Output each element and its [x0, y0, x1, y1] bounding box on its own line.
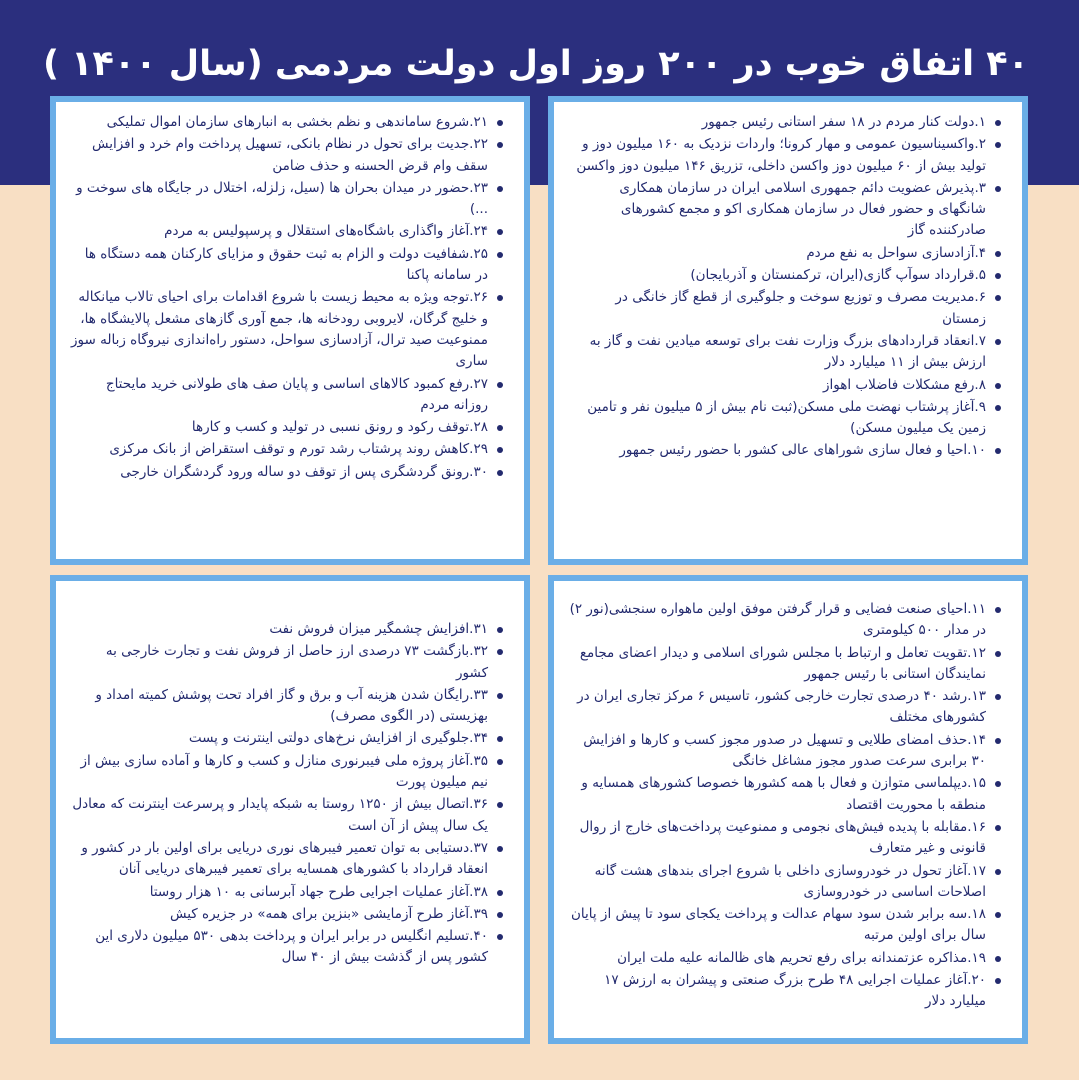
- page-title: ۴۰ اتفاق خوب در ۲۰۰ روز اول دولت مردمی (سال ۱۴۰۰ ): [42, 44, 1029, 84]
- list-item: ۲۶.توجه ویژه به محیط زیست با شروع اقدامات برای احیای تالاب میانکاله و خلیج گرگان، لایروبی رودخانه ها، جمع آوری گازهای مشعل پالایشگاه ها، ممنوعیت صید ترال، آزادسازی سواحل، دستور راه‌اندازی نیروگاه زباله سوز ساری: [70, 287, 504, 372]
- list-item: ۱۱.احیای صنعت فضایی و قرار گرفتن موفق اولین ماهواره سنجشی(نور ۲) در مدار ۵۰۰ کیلومتری: [568, 599, 1002, 642]
- list-item: ۴۰.تسلیم انگلیس در برابر ایران و پرداخت بدهی ۵۳۰ میلیون دلاری این کشور پس از گذشت بیش از ۴۰ سال: [70, 926, 504, 969]
- item-list: [568, 112, 1002, 462]
- list-item: ۲۱.شروع ساماندهی و نظم بخشی به انبارهای سازمان اموال تملیکی: [70, 112, 504, 133]
- list-item: ۱۰.احیا و فعال سازی شوراهای عالی کشور با حضور رئیس جمهور: [568, 440, 1002, 461]
- list-item: ۳۴.جلوگیری از افزایش نرخ‌های دولتی اینترنت و پست: [70, 728, 504, 749]
- list-item: ۳۵.آغاز پروژه ملی فیبرنوری منازل و کسب و کارها و آماده سازی بیش از نیم میلیون پورت: [70, 751, 504, 794]
- panel-items-21-30: [50, 96, 530, 565]
- list-item: ۹.آغاز پرشتاب نهضت ملی مسکن(ثبت نام بیش از ۵ میلیون نفر و تامین زمین یک میلیون مسکن): [568, 397, 1002, 440]
- list-item: ۳۲.بازگشت ۷۳ درصدی ارز حاصل از فروش نفت و تجارت خارجی به کشور: [70, 641, 504, 684]
- list-item: ۲۲.جدیت برای تحول در نظام بانکی، تسهیل پرداخت وام خرد و افزایش سقف وام قرض الحسنه و حذف ضامن: [70, 134, 504, 177]
- list-item: ۱۳.رشد ۴۰ درصدی تجارت خارجی کشور، تاسیس ۶ مرکز تجاری ایران در کشورهای مختلف: [568, 686, 1002, 729]
- panel-items-1-10: [548, 96, 1028, 565]
- list-item: ۲۹.کاهش روند پرشتاب رشد تورم و توقف استقراض از بانک مرکزی: [70, 439, 504, 460]
- list-item: ۲۴.آغاز واگذاری باشگاه‌های استقلال و پرسپولیس به مردم: [70, 221, 504, 242]
- list-item: ۱۷.آغاز تحول در خودروسازی داخلی با شروع اجرای بندهای هشت گانه اصلاحات اساسی در خودروسازی: [568, 861, 1002, 904]
- list-item: ۷.انعقاد قراردادهای بزرگ وزارت نفت برای توسعه میادین نفت و گاز به ارزش بیش از ۱۱ میلیارد دلار: [568, 331, 1002, 374]
- list-item: ۳۰.رونق گردشگری پس از توقف دو ساله ورود گردشگران خارجی: [70, 462, 504, 483]
- list-item: ۱۶.مقابله با پدیده فیش‌های نجومی و ممنوعیت پرداخت‌های خارج از روال قانونی و غیر متعارف: [568, 817, 1002, 860]
- list-item: ۳۸.آغاز عملیات اجرایی طرح جهاد آبرسانی به ۱۰ هزار روستا: [70, 882, 504, 903]
- list-item: ۳۶.اتصال بیش از ۱۲۵۰ روستا به شبکه پایدار و پرسرعت اینترنت که معادل یک سال پیش از آن است: [70, 794, 504, 837]
- list-item: ۲۷.رفع کمبود کالاهای اساسی و پایان صف های طولانی خرید مایحتاج روزانه مردم: [70, 374, 504, 417]
- list-item: ۱.دولت کنار مردم در ۱۸ سفر استانی رئیس جمهور: [568, 112, 1002, 133]
- list-item: ۳۹.آغاز طرح آزمایشی «بنزین برای همه» در جزیره کیش: [70, 904, 504, 925]
- panel-items-31-40: [50, 575, 530, 1044]
- panel-items-11-20: [548, 575, 1028, 1044]
- list-item: ۶.مدیریت مصرف و توزیع سوخت و جلوگیری از قطع گاز خانگی در زمستان: [568, 287, 1002, 330]
- list-item: ۳۱.افزایش چشمگیر میزان فروش نفت: [70, 619, 504, 640]
- list-item: ۱۹.مذاکره عزتمندانه برای رفع تحریم های ظالمانه علیه ملت ایران: [568, 948, 1002, 969]
- list-item: ۳.پذیرش عضویت دائم جمهوری اسلامی ایران در سازمان همکاری شانگهای و حضور فعال در سازمان همکاری اکو و مجمع کشورهای صادرکننده گاز: [568, 178, 1002, 242]
- item-list: [70, 112, 504, 483]
- item-list: [568, 599, 1002, 1013]
- list-item: ۱۴.حذف امضای طلایی و تسهیل در صدور مجوز کسب و کارها و افزایش ۳۰ برابری سرعت صدور مجوز مشاغل خانگی: [568, 730, 1002, 773]
- list-item: ۲.واکسیناسیون عمومی و مهار کرونا؛ واردات نزدیک به ۱۶۰ میلیون دوز و تولید بیش از ۶۰ میلیون دوز واکسن داخلی، تزریق ۱۴۶ میلیون دوز واکسن: [568, 134, 1002, 177]
- list-item: ۳۳.رایگان شدن هزینه آب و برق و گاز افراد تحت پوشش کمیته امداد و بهزیستی (در الگوی مصرف): [70, 685, 504, 728]
- list-item: ۲۰.آغاز عملیات اجرایی ۴۸ طرح بزرگ صنعتی و پیشران به ارزش ۱۷ میلیارد دلار: [568, 970, 1002, 1013]
- list-item: ۱۸.سه برابر شدن سود سهام عدالت و پرداخت یکجای سود تا پیش از پایان سال برای اولین مرتبه: [568, 904, 1002, 947]
- list-item: ۴.آزادسازی سواحل به نفع مردم: [568, 243, 1002, 264]
- list-item: ۸.رفع مشکلات فاضلاب اهواز: [568, 375, 1002, 396]
- list-item: ۲۵.شفافیت دولت و الزام به ثبت حقوق و مزایای کارکنان همه دستگاه ها در سامانه پاکنا: [70, 244, 504, 287]
- list-item: ۵.قرارداد سوآپ گازی(ایران، ترکمنستان و آذربایجان): [568, 265, 1002, 286]
- list-item: ۱۲.تقویت تعامل و ارتباط با مجلس شورای اسلامی و دیدار اعضای مجامع نمایندگان استانی با رئیس جمهور: [568, 643, 1002, 686]
- list-item: ۳۷.دستیابی به توان تعمیر فیبرهای نوری دریایی برای اولین بار در کشور و انعقاد قرارداد با کشورهای همسایه برای تعمیر فیبرهای دریایی آنان: [70, 838, 504, 881]
- item-list: [70, 619, 504, 969]
- list-item: ۱۵.دیپلماسی متوازن و فعال با همه کشورها خصوصا کشورهای همسایه و منطقه با محوریت اقتصاد: [568, 773, 1002, 816]
- list-item: ۲۳.حضور در میدان بحران ها (سیل، زلزله، اختلال در جایگاه های سوخت و ...): [70, 178, 504, 221]
- list-item: ۲۸.توقف رکود و رونق نسبی در تولید و کسب و کارها: [70, 417, 504, 438]
